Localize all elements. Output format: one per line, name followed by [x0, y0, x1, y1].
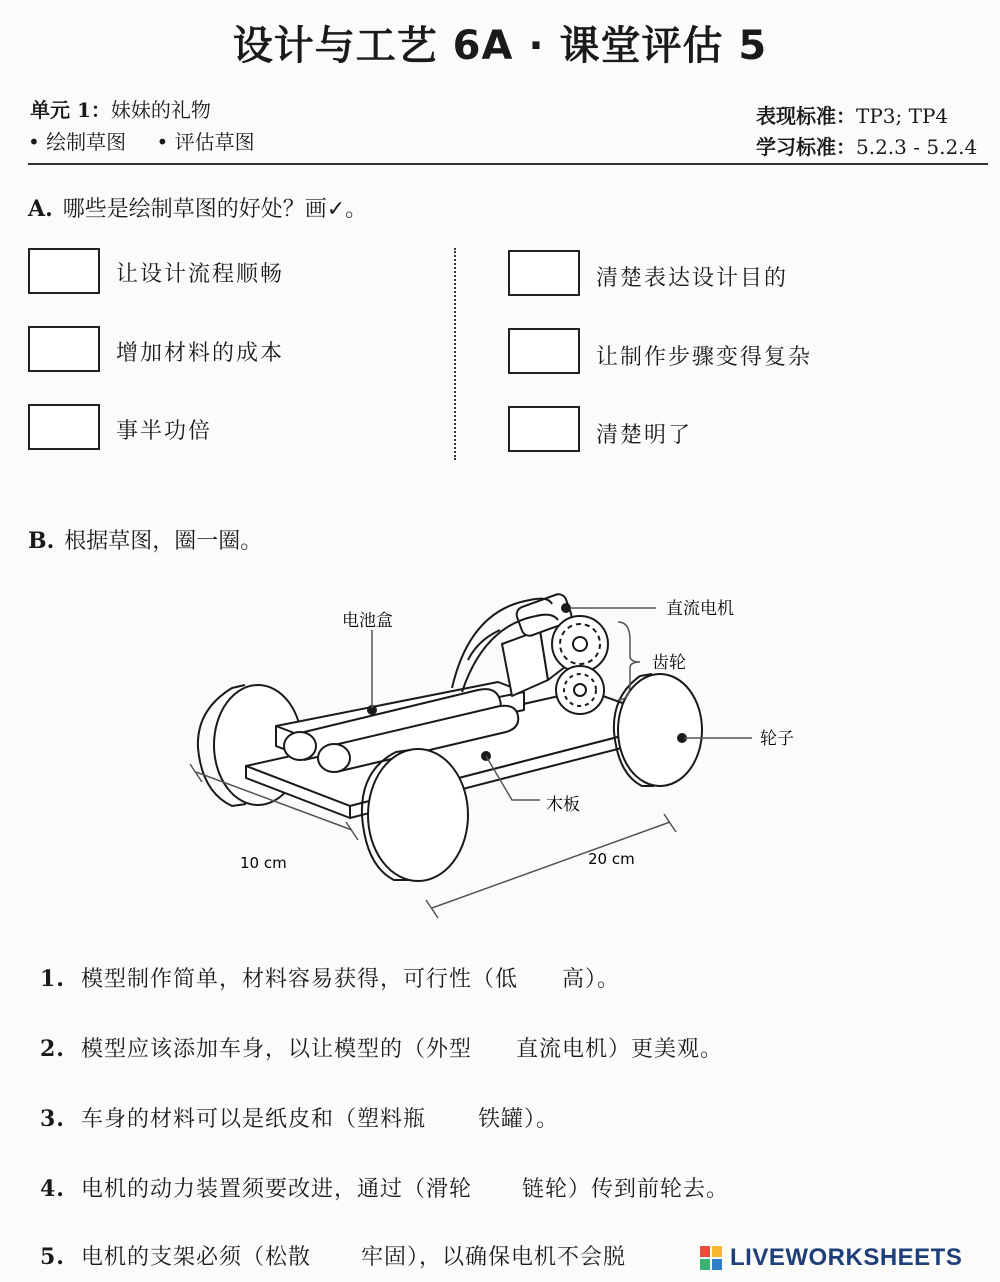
column-divider — [454, 248, 456, 460]
label-wheel: 轮子 — [760, 729, 794, 749]
performance-standard — [756, 100, 948, 129]
option-a2-label: 增加材料的成本 — [116, 341, 285, 366]
question-number: 2. — [40, 1036, 65, 1062]
option-a1-label: 让设计流程顺畅 — [116, 262, 285, 287]
unit-name: 妹妹的礼物 — [110, 98, 211, 122]
label-wood-board: 木板 — [546, 795, 580, 815]
section-a-heading — [28, 192, 367, 223]
liveworksheets-logo-icon — [700, 1246, 722, 1270]
question-text: 模型应该添加车身，以让模型的（ — [80, 1037, 426, 1062]
performance-label: 表现标准： — [756, 104, 856, 128]
checkbox-a5[interactable] — [508, 328, 580, 374]
unit-label: 单元 1： — [30, 98, 111, 122]
section-b-letter: B. — [28, 528, 55, 554]
question-1 — [40, 962, 620, 993]
small-gear — [556, 666, 604, 714]
learning-value: 5.2.3 - 5.2.4 — [856, 135, 978, 159]
choice-high[interactable]: 高 — [562, 967, 586, 992]
unit-heading — [30, 94, 211, 123]
question-number: 4. — [40, 1176, 65, 1202]
question-text-end: ）传到前轮去。 — [568, 1177, 730, 1202]
choice-appearance[interactable]: 外型 — [425, 1037, 472, 1062]
choice-low[interactable]: 低 — [494, 967, 518, 992]
learning-label: 学习标准： — [756, 135, 856, 159]
topic-bullet: • 评估草图 — [156, 130, 255, 154]
choice-plastic-bottle[interactable]: 塑料瓶 — [356, 1107, 426, 1132]
question-5 — [40, 1240, 626, 1271]
car-sketch-diagram — [0, 560, 1000, 940]
question-text: 电机的支架必须（ — [80, 1245, 265, 1270]
choice-dc-motor[interactable]: 直流电机 — [516, 1037, 609, 1062]
choice-pulley[interactable]: 滑轮 — [425, 1177, 472, 1202]
question-text: 车身的材料可以是纸皮和（ — [80, 1107, 357, 1132]
question-text: 电机的动力装置须要改进，通过（ — [80, 1177, 426, 1202]
topic-bullet: • 绘制草图 — [28, 130, 127, 154]
label-battery-box: 电池盒 — [342, 611, 393, 631]
question-text-end: ）更美观。 — [608, 1037, 724, 1062]
wheel-rear-right — [368, 749, 468, 881]
watermark-text: LIVEWORKSHEETS — [730, 1244, 963, 1271]
choice-loose[interactable]: 松散 — [264, 1245, 311, 1270]
header-divider — [28, 163, 988, 165]
label-gears: 齿轮 — [652, 653, 686, 673]
question-text-end: ）。 — [585, 967, 621, 992]
question-text-end: ），以确保电机不会脱 — [407, 1245, 627, 1270]
checkbox-a3[interactable] — [28, 404, 100, 450]
learning-standard — [756, 131, 977, 160]
big-gear — [552, 616, 608, 672]
section-b-heading — [28, 524, 262, 555]
performance-value: TP3; TP4 — [856, 104, 949, 128]
question-text: 模型制作简单，材料容易获得，可行性（ — [80, 967, 495, 992]
question-3 — [40, 1102, 559, 1133]
wheel-front-right — [618, 674, 702, 786]
option-a4-label: 清楚表达设计目的 — [596, 266, 789, 291]
choice-tin-can[interactable]: 铁罐 — [478, 1107, 525, 1132]
checkbox-a4[interactable] — [508, 250, 580, 296]
choice-firm[interactable]: 牢固 — [361, 1245, 408, 1270]
liveworksheets-watermark — [700, 1241, 995, 1275]
choice-sprocket[interactable]: 链轮 — [522, 1177, 569, 1202]
option-a6-label: 清楚明了 — [596, 423, 693, 448]
checkbox-a2[interactable] — [28, 326, 100, 372]
question-2 — [40, 1032, 723, 1063]
label-width: 10 cm — [240, 854, 287, 872]
checkbox-a6[interactable] — [508, 406, 580, 452]
question-text-end: ）。 — [524, 1107, 560, 1132]
option-a5-label: 让制作步骤变得复杂 — [596, 345, 813, 370]
section-a-question: 哪些是绘制草图的好处？画✓。 — [62, 197, 368, 222]
checkbox-a1[interactable] — [28, 248, 100, 294]
worksheet-title: 设计与工艺 6A · 课堂评估 5 — [232, 23, 768, 69]
question-number: 3. — [40, 1106, 65, 1132]
question-4 — [40, 1172, 729, 1203]
label-length: 20 cm — [588, 850, 635, 868]
topic-bullets — [28, 126, 279, 155]
option-a3-label: 事半功倍 — [116, 419, 213, 444]
label-dc-motor: 直流电机 — [666, 599, 734, 619]
question-number: 5. — [40, 1244, 65, 1270]
section-b-question: 根据草图，圈一圈。 — [64, 529, 263, 554]
section-a-letter: A. — [28, 196, 53, 222]
question-number: 1. — [40, 966, 65, 992]
